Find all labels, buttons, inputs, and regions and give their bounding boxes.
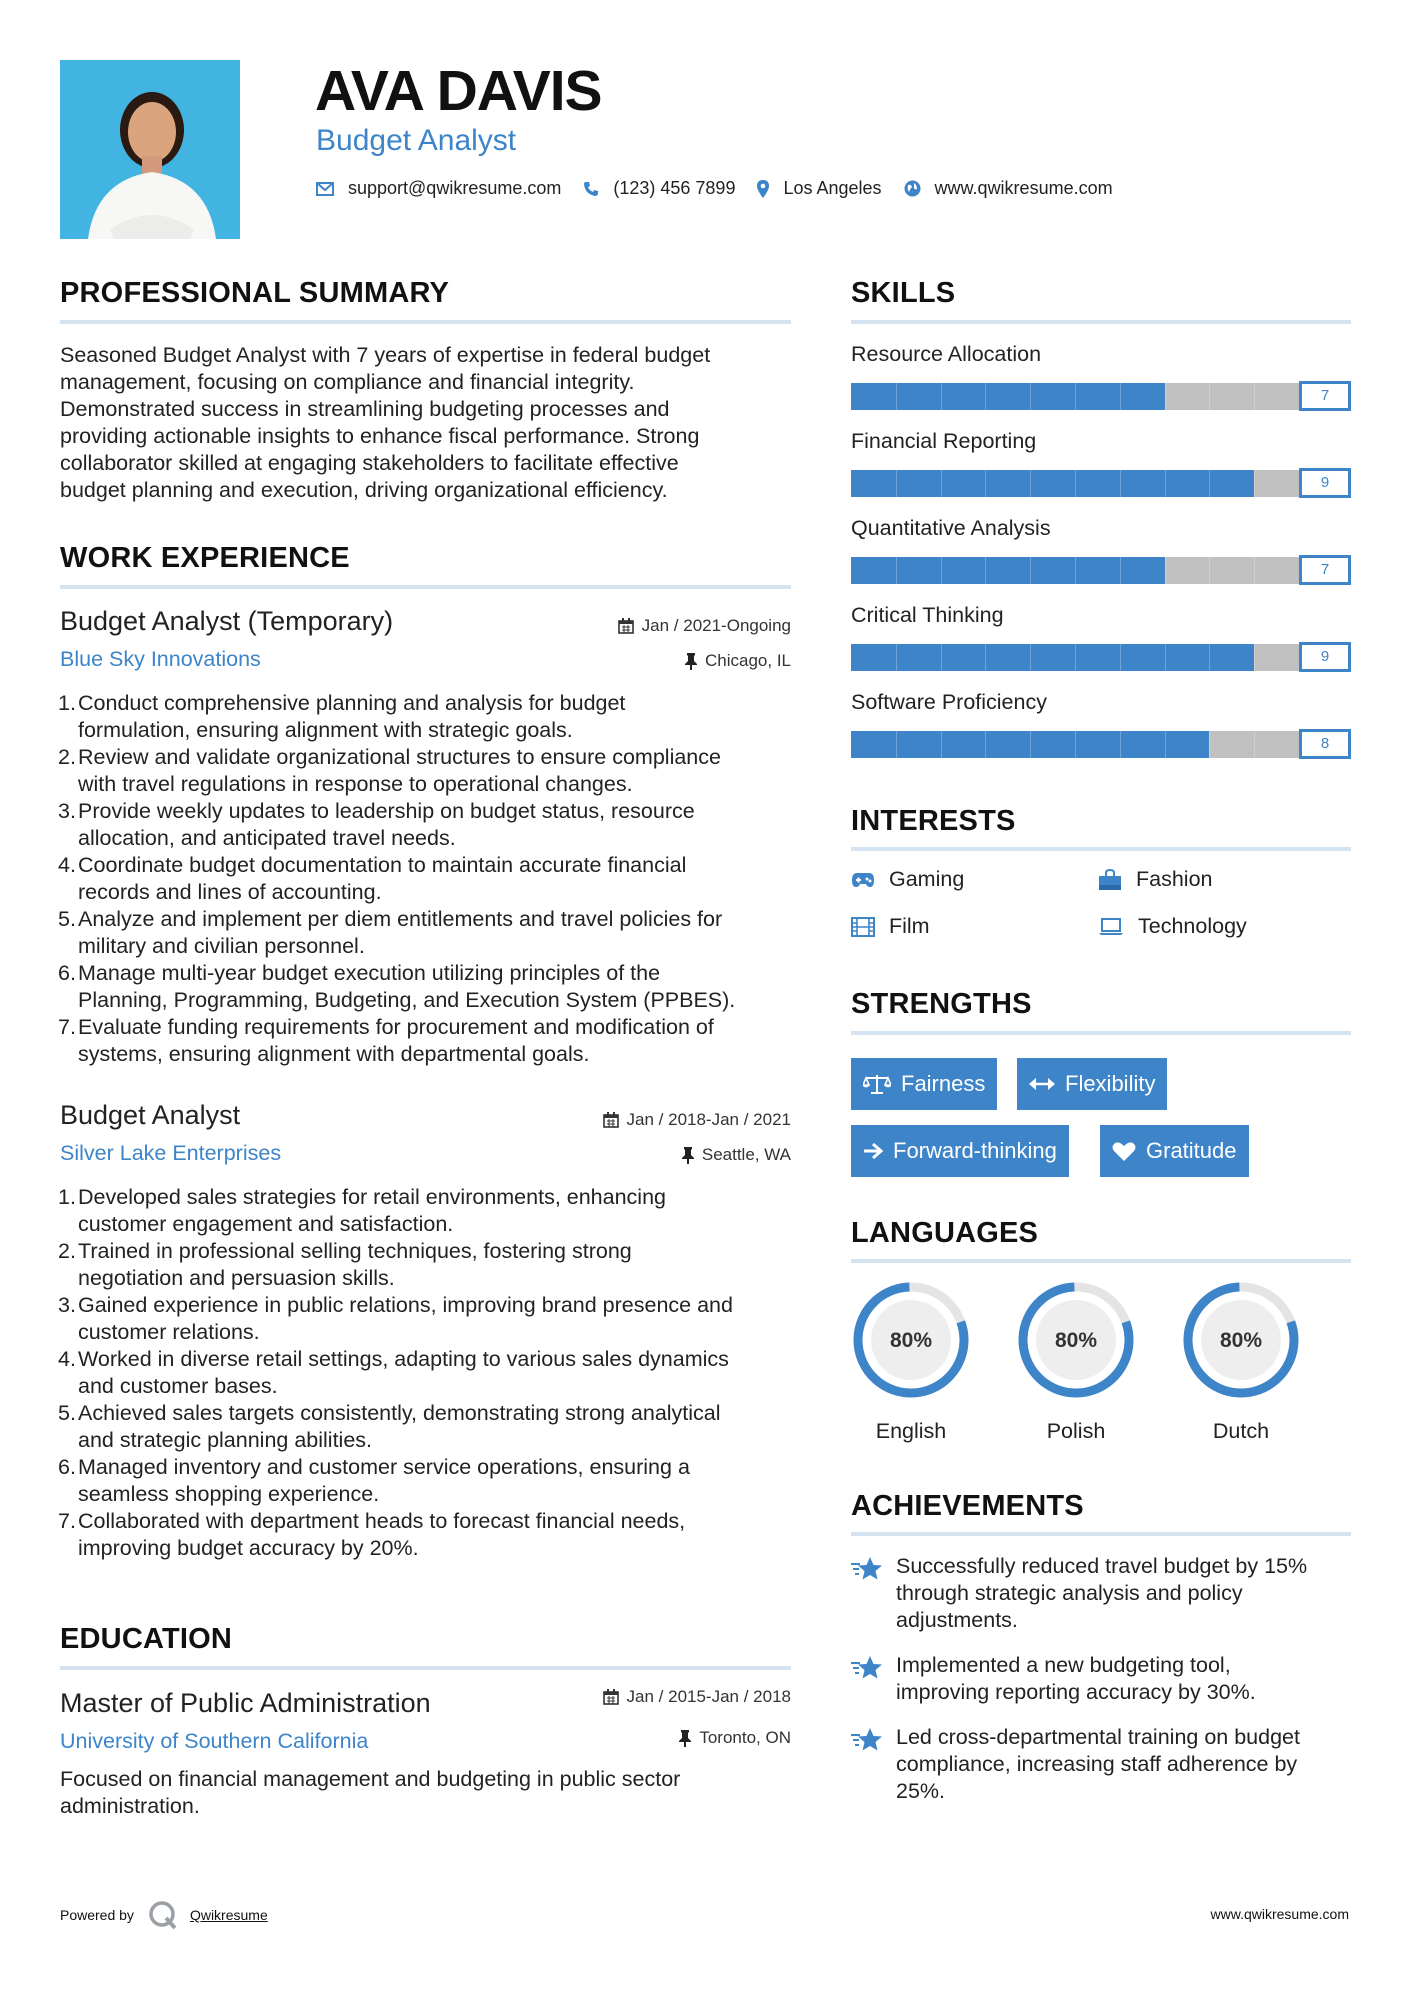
- envelope-icon: [316, 182, 334, 196]
- languages-rule: [851, 1259, 1351, 1263]
- language-dutch: [1181, 1280, 1301, 1444]
- star-icon: [851, 1655, 883, 1688]
- education-heading: EDUCATION: [60, 1623, 233, 1655]
- language-name: Dutch: [1212, 1419, 1270, 1443]
- language-progress-ring: [1181, 1280, 1301, 1400]
- globe-icon: [904, 180, 921, 197]
- thumbtack-icon: [682, 1147, 694, 1164]
- bullet-number: 4.: [58, 853, 76, 877]
- achievements-heading: ACHIEVEMENTS: [851, 1490, 1084, 1522]
- summary-line: management, focusing on compliance and financial integrity.: [60, 370, 635, 394]
- job-dates: [520, 616, 791, 636]
- bullet-number: 3.: [58, 799, 76, 823]
- skill-track: [851, 470, 1299, 497]
- contact-bar: [316, 178, 1135, 199]
- bullet-line: Developed sales strategies for retail environments, enhancing: [78, 1185, 666, 1209]
- job-company: Blue Sky Innovations: [60, 647, 261, 671]
- bullet-line: formulation, ensuring alignment with strategic goals.: [78, 718, 573, 742]
- candidate-name: AVA DAVIS: [315, 59, 602, 123]
- list-item: [60, 1454, 800, 1508]
- skill-label: Resource Allocation: [851, 342, 1042, 366]
- job-title: Budget Analyst (Temporary): [60, 606, 394, 636]
- skill-label: Software Proficiency: [851, 690, 1047, 714]
- skill-level-badge: 9: [1299, 468, 1351, 498]
- bullet-line: Analyze and implement per diem entitlements and travel policies for: [78, 907, 723, 931]
- language-percent: 80%: [1054, 1329, 1098, 1352]
- skill-segment-divider: [985, 470, 986, 497]
- skill-segment-divider: [1075, 644, 1076, 671]
- skill-segment-divider: [1165, 383, 1166, 410]
- skill-segment-divider: [1254, 470, 1255, 497]
- qwikresume-logo-icon: [148, 1900, 178, 1930]
- education-line: Focused on financial management and budgeting in public sector: [60, 1767, 681, 1791]
- arrows-horizontal-icon: [1029, 1077, 1055, 1091]
- skill-label: Critical Thinking: [851, 603, 1004, 627]
- contact-email[interactable]: [316, 178, 561, 199]
- bullet-number: 7.: [58, 1509, 76, 1533]
- candidate-role: Budget Analyst: [316, 124, 517, 157]
- interest-technology: [1098, 914, 1247, 939]
- skill-segment-divider: [896, 383, 897, 410]
- email-text: support@qwikresume.com: [348, 178, 562, 198]
- education-location-text: Toronto, ON: [699, 1728, 791, 1747]
- skill-segment-divider: [941, 644, 942, 671]
- interest-label: Gaming: [889, 867, 965, 891]
- bullet-line: Coordinate budget documentation to maintain accurate financial: [78, 853, 687, 877]
- bullet-number: 7.: [58, 1015, 76, 1039]
- bullet-line: Trained in professional selling techniques, fostering strong: [78, 1239, 632, 1263]
- bullet-number: 1.: [58, 1185, 76, 1209]
- bullet-number: 5.: [58, 1401, 76, 1425]
- education-dates-text: Jan / 2015-Jan / 2018: [626, 1687, 791, 1706]
- skill-track: [851, 731, 1299, 758]
- bullet-line: improving budget accuracy by 20%.: [78, 1536, 419, 1560]
- skill-meter: [851, 555, 1351, 585]
- skill-segment-divider: [1030, 731, 1031, 758]
- brand-link[interactable]: Qwikresume: [189, 1907, 268, 1923]
- skill-segment-divider: [1209, 644, 1210, 671]
- star-icon: [851, 1727, 883, 1760]
- bullet-line: systems, ensuring alignment with departmental goals.: [78, 1042, 590, 1066]
- skill-segment-divider: [896, 644, 897, 671]
- website-text: www.qwikresume.com: [934, 178, 1113, 198]
- bullet-line: seamless shopping experience.: [78, 1482, 380, 1506]
- skill-fill: [851, 383, 1165, 410]
- achievements-rule: [851, 1532, 1351, 1536]
- interest-label: Technology: [1138, 914, 1247, 938]
- bullet-number: 2.: [58, 745, 76, 769]
- job-bullets: [60, 1184, 800, 1562]
- bullet-line: and strategic planning abilities.: [78, 1428, 373, 1452]
- skill-segment-divider: [1165, 644, 1166, 671]
- powered-by-text: Powered by: [60, 1907, 134, 1923]
- bullet-line: allocation, and anticipated travel needs.: [78, 826, 456, 850]
- skill-segment-divider: [1254, 731, 1255, 758]
- summary-line: collaborator skilled at engaging stakeholders to facilitate effective: [60, 451, 679, 475]
- list-item: [60, 1184, 800, 1238]
- skill-segment-divider: [1030, 644, 1031, 671]
- experience-rule: [60, 585, 791, 589]
- bullet-line: with travel regulations in response to operational changes.: [78, 772, 633, 796]
- list-item: [60, 1400, 800, 1454]
- list-item: [60, 744, 800, 798]
- calendar-icon: [618, 618, 634, 634]
- education-description: [60, 1766, 680, 1820]
- bullet-line: customer relations.: [78, 1320, 260, 1344]
- gamepad-icon: [851, 872, 875, 888]
- phone-text: (123) 456 7899: [613, 178, 736, 198]
- summary-line: Seasoned Budget Analyst with 7 years of expertise in federal budget: [60, 343, 711, 367]
- job-location-text: Seattle, WA: [701, 1145, 791, 1164]
- map-marker-icon: [757, 180, 769, 198]
- skill-level-badge: 7: [1299, 381, 1351, 411]
- skill-meter: [851, 642, 1351, 672]
- language-percent: 80%: [1219, 1329, 1263, 1352]
- list-item: [60, 1238, 800, 1292]
- thumbtack-icon: [685, 653, 697, 670]
- achievement-text: [896, 1652, 1256, 1706]
- strength-gratitude: [1100, 1125, 1249, 1177]
- bullet-line: negotiation and persuasion skills.: [78, 1266, 395, 1290]
- education-rule: [60, 1666, 791, 1670]
- job-dates-text: Jan / 2018-Jan / 2021: [626, 1110, 791, 1129]
- strengths-rule: [851, 1031, 1351, 1035]
- job-location: [520, 651, 791, 671]
- star-icon: [851, 1556, 883, 1589]
- shopping-bag-icon: [1098, 869, 1122, 891]
- phone-icon: [583, 181, 599, 197]
- strength-label: Forward-thinking: [893, 1138, 1057, 1163]
- skill-meter: [851, 381, 1351, 411]
- skill-segment-divider: [1120, 731, 1121, 758]
- achievement-line: Implemented a new budgeting tool,: [896, 1653, 1231, 1677]
- job-company: Silver Lake Enterprises: [60, 1141, 282, 1165]
- skill-fill: [851, 644, 1254, 671]
- skill-segment-divider: [1075, 731, 1076, 758]
- bullet-line: customer engagement and satisfaction.: [78, 1212, 454, 1236]
- language-name: English: [875, 1419, 947, 1443]
- list-item: [60, 852, 800, 906]
- skill-segment-divider: [985, 644, 986, 671]
- list-item: [60, 906, 800, 960]
- skill-meter: [851, 468, 1351, 498]
- skill-segment-divider: [941, 557, 942, 584]
- strength-label: Gratitude: [1146, 1138, 1237, 1163]
- skill-segment-divider: [1254, 383, 1255, 410]
- skill-meter: [851, 729, 1351, 759]
- list-item: [60, 1014, 800, 1068]
- contact-phone[interactable]: [583, 178, 735, 199]
- skill-segment-divider: [985, 557, 986, 584]
- skill-segment-divider: [1165, 731, 1166, 758]
- thumbtack-icon: [679, 1730, 691, 1747]
- language-percent: 80%: [889, 1329, 933, 1352]
- job-dates-text: Jan / 2021-Ongoing: [641, 616, 791, 635]
- contact-website[interactable]: [904, 178, 1113, 199]
- skill-track: [851, 383, 1299, 410]
- interest-gaming: [851, 867, 964, 892]
- interest-fashion: [1098, 867, 1213, 892]
- bullet-number: 2.: [58, 1239, 76, 1263]
- skill-segment-divider: [896, 731, 897, 758]
- education-line: administration.: [60, 1794, 200, 1818]
- strength-label: Flexibility: [1065, 1071, 1156, 1096]
- strength-label: Fairness: [901, 1071, 986, 1096]
- bullet-line: Evaluate funding requirements for procurement and modification of: [78, 1015, 714, 1039]
- list-item: [60, 1508, 800, 1562]
- list-item: [60, 1292, 800, 1346]
- bullet-line: Gained experience in public relations, improving brand presence and: [78, 1293, 733, 1317]
- skill-segment-divider: [941, 383, 942, 410]
- bullet-line: Collaborated with department heads to forecast financial needs,: [78, 1509, 686, 1533]
- bullet-line: Review and validate organizational structures to ensure compliance: [78, 745, 721, 769]
- bullet-line: and customer bases.: [78, 1374, 278, 1398]
- bullet-number: 6.: [58, 1455, 76, 1479]
- language-polish: [1016, 1280, 1136, 1444]
- achievement-text: [896, 1553, 1307, 1634]
- skill-segment-divider: [896, 470, 897, 497]
- contact-location: [757, 178, 881, 199]
- bullet-number: 4.: [58, 1347, 76, 1371]
- calendar-icon: [603, 1689, 619, 1705]
- skills-rule: [851, 320, 1351, 324]
- interests-rule: [851, 847, 1351, 851]
- strength-flexibility: [1017, 1058, 1167, 1110]
- bullet-number: 3.: [58, 1293, 76, 1317]
- language-progress-ring: [851, 1280, 971, 1400]
- footer-powered-by: [60, 1900, 268, 1930]
- interest-film: [851, 914, 930, 939]
- laptop-icon: [1098, 918, 1124, 936]
- skill-segment-divider: [1165, 470, 1166, 497]
- achievement-line: adjustments.: [896, 1608, 1018, 1632]
- education-dates: [520, 1687, 791, 1707]
- list-item: [60, 798, 800, 852]
- skill-fill: [851, 557, 1165, 584]
- bullet-line: Conduct comprehensive planning and analysis for budget: [78, 691, 626, 715]
- skill-segment-divider: [1209, 557, 1210, 584]
- skill-segment-divider: [1209, 383, 1210, 410]
- skill-segment-divider: [1030, 557, 1031, 584]
- degree-title: Master of Public Administration: [60, 1688, 431, 1718]
- language-progress-ring: [1016, 1280, 1136, 1400]
- skill-segment-divider: [1030, 383, 1031, 410]
- achievement-line: through strategic analysis and policy: [896, 1581, 1243, 1605]
- experience-heading: WORK EXPERIENCE: [60, 542, 350, 574]
- skill-segment-divider: [1254, 557, 1255, 584]
- skill-track: [851, 644, 1299, 671]
- skill-segment-divider: [1075, 557, 1076, 584]
- skill-segment-divider: [1209, 731, 1210, 758]
- interests-heading: INTERESTS: [851, 805, 1016, 837]
- education-location: [520, 1728, 791, 1748]
- job-dates: [520, 1110, 791, 1130]
- achievement-line: Led cross-departmental training on budget: [896, 1725, 1300, 1749]
- job-bullets: [60, 690, 800, 1068]
- strength-fairness: [851, 1058, 997, 1110]
- arrow-right-icon: [863, 1142, 883, 1160]
- skill-segment-divider: [941, 470, 942, 497]
- skill-segment-divider: [985, 383, 986, 410]
- list-item: [60, 960, 800, 1014]
- bullet-number: 5.: [58, 907, 76, 931]
- bullet-line: Provide weekly updates to leadership on budget status, resource: [78, 799, 695, 823]
- bullet-number: 1.: [58, 691, 76, 715]
- achievement-line: compliance, increasing staff adherence by: [896, 1752, 1298, 1776]
- skill-segment-divider: [1120, 557, 1121, 584]
- summary-heading: PROFESSIONAL SUMMARY: [60, 277, 450, 309]
- profile-photo: [60, 60, 240, 239]
- skill-segment-divider: [1120, 644, 1121, 671]
- skill-level-badge: 7: [1299, 555, 1351, 585]
- skill-segment-divider: [985, 731, 986, 758]
- summary-line: budget planning and execution, driving organizational efficiency.: [60, 478, 668, 502]
- school-name: University of Southern California: [60, 1729, 369, 1753]
- skill-label: Financial Reporting: [851, 429, 1037, 453]
- interest-label: Fashion: [1136, 867, 1213, 891]
- skill-segment-divider: [1075, 470, 1076, 497]
- job-location-text: Chicago, IL: [705, 651, 791, 670]
- bullet-number: 6.: [58, 961, 76, 985]
- skill-track: [851, 557, 1299, 584]
- skill-segment-divider: [941, 731, 942, 758]
- location-text: Los Angeles: [783, 178, 882, 198]
- achievement-line: 25%.: [896, 1779, 946, 1803]
- summary-rule: [60, 320, 791, 324]
- language-english: [851, 1280, 971, 1444]
- film-icon: [851, 917, 875, 937]
- interest-label: Film: [889, 914, 930, 938]
- skill-level-badge: 9: [1299, 642, 1351, 672]
- bullet-line: Managed inventory and customer service operations, ensuring a: [78, 1455, 690, 1479]
- skill-label: Quantitative Analysis: [851, 516, 1051, 540]
- skills-heading: SKILLS: [851, 277, 956, 309]
- summary-text: [60, 342, 710, 504]
- skill-segment-divider: [1254, 644, 1255, 671]
- bullet-line: records and lines of accounting.: [78, 880, 382, 904]
- skill-segment-divider: [896, 557, 897, 584]
- languages-heading: LANGUAGES: [851, 1217, 1039, 1249]
- skill-fill: [851, 470, 1254, 497]
- achievement-line: Successfully reduced travel budget by 15%: [896, 1554, 1308, 1578]
- strengths-heading: STRENGTHS: [851, 988, 1032, 1020]
- balance-scale-icon: [863, 1073, 891, 1095]
- calendar-icon: [603, 1112, 619, 1128]
- skill-segment-divider: [1030, 470, 1031, 497]
- skill-segment-divider: [1120, 383, 1121, 410]
- skill-segment-divider: [1120, 470, 1121, 497]
- skill-segment-divider: [1075, 383, 1076, 410]
- heart-icon: [1112, 1141, 1136, 1162]
- achievement-text: [896, 1724, 1300, 1805]
- footer-site[interactable]: www.qwikresume.com: [1210, 1906, 1349, 1922]
- job-title: Budget Analyst: [60, 1100, 241, 1130]
- strength-forward-thinking: [851, 1125, 1069, 1177]
- summary-line: Demonstrated success in streamlining budgeting processes and: [60, 397, 670, 421]
- list-item: [60, 1346, 800, 1400]
- language-name: Polish: [1046, 1419, 1106, 1443]
- bullet-line: Planning, Programming, Budgeting, and Execution System (PPBES).: [78, 988, 736, 1012]
- skill-segment-divider: [1165, 557, 1166, 584]
- bullet-line: Manage multi-year budget execution utilizing principles of the: [78, 961, 661, 985]
- bullet-line: Achieved sales targets consistently, demonstrating strong analytical: [78, 1401, 721, 1425]
- skill-level-badge: 8: [1299, 729, 1351, 759]
- bullet-line: military and civilian personnel.: [78, 934, 365, 958]
- summary-line: providing actionable insights to enhance fiscal performance. Strong: [60, 424, 700, 448]
- bullet-line: Worked in diverse retail settings, adapting to various sales dynamics: [78, 1347, 729, 1371]
- job-location: [520, 1145, 791, 1165]
- achievement-line: improving reporting accuracy by 30%.: [896, 1680, 1256, 1704]
- list-item: [60, 690, 800, 744]
- skill-segment-divider: [1209, 470, 1210, 497]
